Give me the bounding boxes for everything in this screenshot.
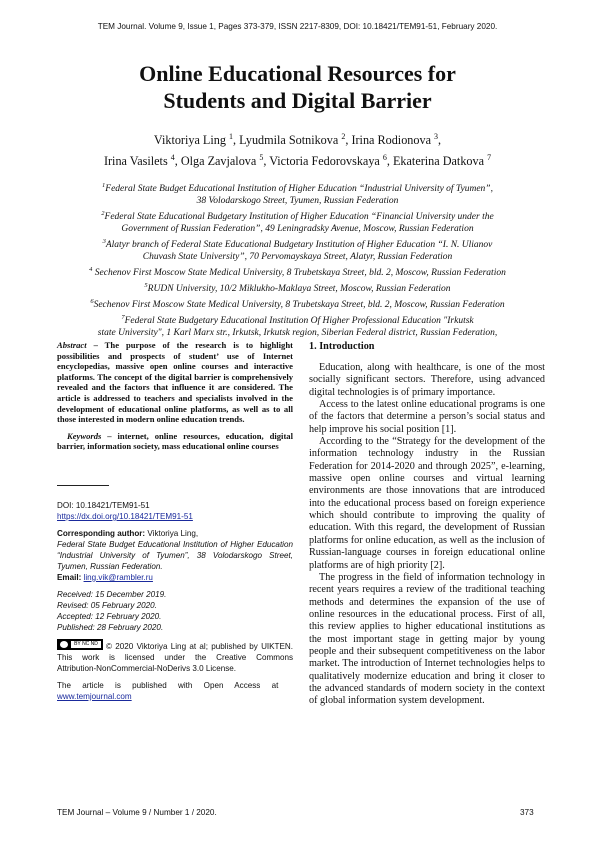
affiliation-item [40, 280, 555, 296]
affiliation-list [40, 180, 555, 340]
affiliation-number: 4 [89, 265, 93, 273]
author-name: Ekaterina Datkova [392, 154, 488, 169]
affiliation-text: Federal State Educational Budgetary Institution of Higher Education “Financial University under the [104, 212, 494, 223]
author-list [40, 128, 555, 170]
affiliation-text: Alatyr branch of Federal State Educational Budgetary Institution of Higher Education “I. N. Ulianov [105, 240, 493, 251]
email-link[interactable]: ling.vik@rambler.ru [83, 572, 153, 582]
affiliation-item-cont: state University", 1 Karl Marx str., Irkutsk, Irkutsk region, Siberian Federal district, Russian Federation, [97, 328, 498, 339]
email-label: Email: [57, 572, 82, 582]
affiliation-number: 7 [121, 314, 125, 322]
author-name: Lyudmila Sotnikova [239, 133, 342, 148]
author-affil-number: 6 [382, 153, 387, 163]
affiliation-item-cont: Chuvash State University”, 70 Pervomayskaya Street, Alatyr, Russian Federation [142, 252, 453, 262]
author-affil-number: 5 [259, 153, 264, 163]
author-separator: , [233, 133, 240, 148]
affiliation-text: Federal State Budgetary Educational Institution Of Higher Professional Education "Irkutsk [124, 316, 474, 327]
author-name: Victoria Fedorovskaya [269, 154, 383, 169]
license-text: © 2020 Viktoriya Ling at al; published by UIKTEN. This work is licensed under the Creative Commons Attribution‑NonCommercial‑NoDerivs 3.0 License. [57, 641, 293, 673]
author-separator: , [345, 133, 352, 148]
author-name: Irina Rodionova [351, 133, 435, 148]
published-date: Published: 28 February 2020. [57, 622, 164, 632]
affiliation-number: 2 [101, 209, 105, 217]
doi-text: DOI: 10.18421/TEM91-51 [57, 500, 150, 510]
journal-link[interactable]: www.temjournal.com [57, 691, 132, 701]
left-column [57, 340, 293, 702]
affiliation-item [40, 236, 555, 252]
affiliation-number: 6 [90, 298, 94, 306]
intro-paragraph-3: According to the “Strategy for the development of the information technology industry in the Russian Federation for 2014-2020 and through 2025”, e-learning, massive open online courses and virtual learning environments are those innovations that are introduced into the educational process based on foreign experience which should contribute to improving the quality of education. With this regard, the development of Russian platforms for online education, as well as the inclusion of Russian-language courses in foreign educational online platforms are of high priority [2]. [309, 436, 545, 571]
author-line-2 [40, 149, 555, 170]
abstract-label: Abstract [57, 340, 87, 350]
section-heading: 1. Introduction [309, 341, 375, 352]
affiliation-text: Federal State Budget Educational Institution of Higher Education “Industrial University of Tyumen”, [105, 184, 493, 195]
author-separator: , [438, 133, 442, 148]
paper-title [0, 60, 595, 114]
author-affil-number: 7 [487, 153, 492, 163]
intro-paragraph-2: Access to the latest online educational programs is one of the factors that determine a person’s social status and help improve his social position [1]. [309, 399, 545, 435]
affiliation-text: Sechenov First Moscow State Medical University, 8 Trubetskaya Street, bld. 2, Moscow, Russian Federation [92, 268, 506, 279]
title-line-2: Students and Digital Barrier [163, 88, 432, 113]
cc-license-icon[interactable] [57, 639, 103, 650]
abstract-text: – The purpose of the research is to highlight possibilities and prospects of student’ use of Internet encyclopedias, massive open online courses and interactive platforms. The concept of the digital barrier is comprehensively revealed and the factors that influence it are considered. The article is addressed to teachers and specialists involved in the development of educational online platforms, as well as to all those interested in modern online education trends. [57, 340, 293, 425]
affiliation-item [40, 312, 555, 328]
corresponding-author-affiliation: Federal State Budget Educational Institution of Higher Education “Industrial University of Tyumen”, 38 Volodarskogo Street, Tyumen, Russian Federation. [57, 539, 293, 571]
affiliation-number: 5 [144, 281, 148, 289]
author-name: Viktoriya Ling [153, 133, 229, 148]
author-affil-number: 1 [229, 132, 233, 141]
affiliation-item-cont: Government of Russian Federation”, 49 Leningradsky Avenue, Moscow, Russian Federation [121, 224, 474, 235]
author-affil-number: 3 [434, 132, 439, 141]
keywords-text: – internet, online resources, education, digital barrier, information society, mass educational online courses [57, 430, 293, 452]
accepted-date: Accepted: 12 February 2020. [57, 611, 162, 621]
author-name: Irina Vasilets [103, 154, 171, 169]
doi-link[interactable]: https://dx.doi.org/10.18421/TEM91-51 [57, 511, 193, 521]
page-number: 373 [520, 808, 534, 817]
right-column [309, 341, 545, 708]
author-line-1 [40, 128, 555, 149]
affiliation-item [40, 264, 555, 280]
intro-paragraph-1: Education, along with healthcare, is one of the most socially significant sectors. Therefore, using advanced digital technologies is of primary importance. [309, 362, 545, 398]
footer-journal: TEM Journal – Volume 9 / Number 1 / 2020. [57, 808, 217, 817]
author-separator: , [386, 154, 393, 169]
title-line-1: Online Educational Resources for [139, 61, 456, 86]
affiliation-item [40, 296, 555, 312]
affiliation-item [40, 208, 555, 224]
corresponding-author-name: Viktoriya Ling, [145, 528, 199, 538]
affiliation-item-cont: 38 Volodarskogo Street, Tyumen, Russian Federation [196, 196, 399, 207]
article-metadata [57, 500, 293, 702]
author-name: Olga Zavjalova [180, 154, 260, 169]
author-separator: , [263, 154, 270, 169]
corresponding-author-label: Corresponding author: [57, 528, 146, 538]
running-header: TEM Journal. Volume 9, Issue 1, Pages 373-379, ISSN 2217-8309, DOI: 10.18421/TEM91-51, February 2020. [97, 22, 498, 31]
author-separator: , [174, 154, 181, 169]
affiliation-item [40, 180, 555, 196]
cc-badge-text: BY NC ND [71, 641, 101, 648]
footnote-divider [57, 485, 109, 486]
affiliation-number: 1 [102, 182, 106, 189]
keywords [57, 431, 293, 452]
received-date: Received: 15 December 2019. [57, 589, 167, 599]
revised-date: Revised: 05 February 2020. [57, 600, 157, 610]
abstract [57, 340, 293, 425]
author-affil-number: 2 [341, 132, 346, 141]
author-affil-number: 4 [170, 153, 175, 163]
open-access-text: The article is published with Open Access at [57, 680, 279, 690]
intro-paragraph-4: The progress in the field of information technology in recent years requires a review of the traditional teaching methods and determines the expansion of the use of online resources in the educational process. First of all, this review applies to higher educational institutions as the most important stage in getting major by young people and their subsequent competitiveness on the labor market. The introduction of Internet technologies helps to qualitatively modernize education and bring it closer to the advanced standards of modern society in the context of global information system development. [309, 571, 545, 707]
keywords-label: Keywords [67, 430, 102, 441]
affiliation-number: 3 [102, 237, 106, 245]
affiliation-text: Sechenov First Moscow State Medical University, 8 Trubetskaya Street, bld. 2, Moscow, Russian Federation [93, 300, 505, 311]
affiliation-text: RUDN University, 10/2 Miklukho-Maklaya Street, Moscow, Russian Federation [147, 284, 451, 295]
